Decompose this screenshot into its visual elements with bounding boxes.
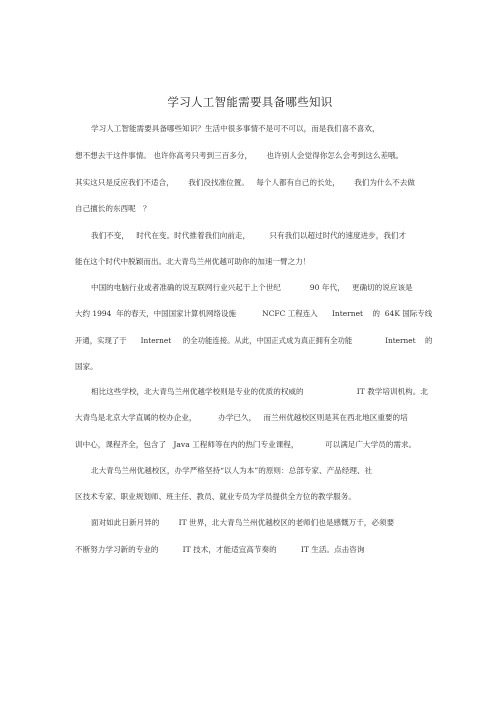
paragraph-line: 区技术专家、职业规划师、班主任、教员、就业专员为学员提供全方位的教学服务。 [75,492,356,501]
paragraph-line: 中国的电脑行业或者准确的说互联网行业兴起于上个世纪 90 年代， 更确切的说应该是 [91,283,413,292]
paragraph-line: 我们不变， 时代在变。时代推着我们向前走， 只有我们以超过时代的速度进步，我们才 [91,231,407,240]
paragraph-line: 国家。 [75,362,98,371]
paragraph-line: 能在这个时代中脱颖而出。北大青鸟兰州优越可助你的加速一臂之力！ [75,257,311,266]
paragraph-line: 训中心，课程齐全，包含了 Java 工程师等在内的热门专业课程， 可以满足广大学员的需求。 [75,440,417,449]
paragraph-line: 不断努力学习新的专业的 IT 技术，才能适宜高节奏的 IT 生活。点击咨询 [75,545,365,554]
paragraph-line: 想不想去干这件事情。 也许你高考只考到三百多分， 也许别人会觉得你怎么会考到这么差哦。 [75,151,404,160]
paragraph-line: 北大青鸟兰州优越校区，办学严格坚持“以人为本”的原则：总部专家、产品经理、社 [91,466,373,475]
paragraph-line: 开通，实现了于 Internet 的全功能连接。从此，中国正式成为真正拥有全功能 Internet 的 [75,336,433,345]
document-title: 学习人工智能需要具备哪些知识 [167,95,333,109]
paragraph-line: 相比这些学校，北大青鸟兰州优越学校则是专业的优质的权威的 IT 教学培训机构。北 [91,387,428,396]
paragraph-line: 面对如此日新月异的 IT 世界，北大青鸟兰州优越校区的老师们也是感慨万千，必须要 [91,518,395,527]
paragraph-line: 大青鸟是北京大学直属的校办企业， 办学已久， 而兰州优越校区则是其在西北地区重要的培 [75,413,408,422]
paragraph-line: 大约 1994 年的春天，中国国家计算机网络设施 NCFC 工程连入 Internet 的 64K 国际专线 [75,309,433,318]
paragraph-line: 其实这只是反应我们不适合， 我们没找准位置。 每个人都有自己的长处， 我们为什么不去做 [75,178,415,187]
paragraph-line: 自己擅长的东西呢 ？ [75,204,151,213]
paragraph-line: 学习人工智能需要具备哪些知识？生活中很多事情不是可不可以，而是我们喜不喜欢， [91,124,380,133]
